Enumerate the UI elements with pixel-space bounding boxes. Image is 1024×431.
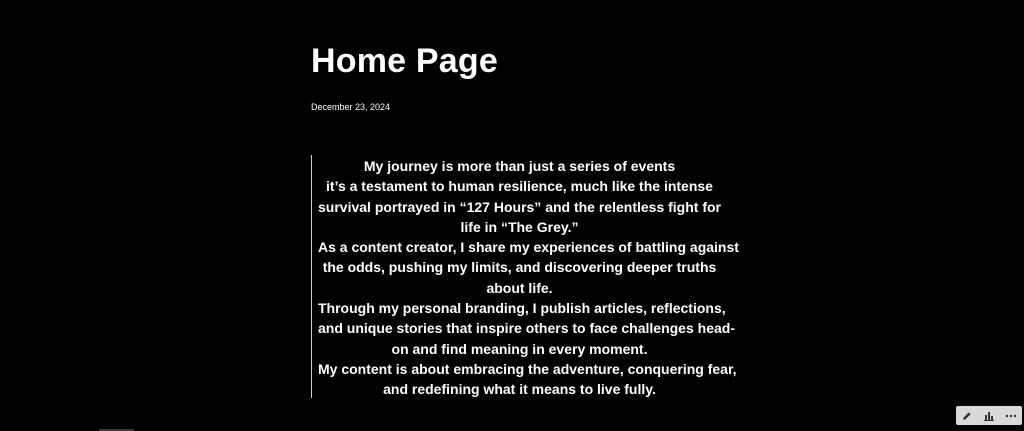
quote-line: survival portrayed in “127 Hours” and the relentless fight for [318, 198, 721, 215]
more-icon[interactable] [1003, 408, 1019, 424]
quote-line: and redefining what it means to live fully. [383, 381, 656, 398]
quote-line: Through my personal branding, I publish articles, reflections, [318, 300, 726, 317]
quote-line: My content is about embracing the adventure, conquering fear, [318, 360, 737, 377]
post-date: December 23, 2024 [311, 102, 391, 112]
page-title: Home Page [311, 42, 498, 80]
admin-toolbar [956, 406, 1022, 425]
quote-line: about life. [486, 279, 553, 296]
quote-line: My journey is more than just a series of events [363, 158, 676, 174]
pencil-icon[interactable] [959, 408, 975, 424]
pull-quote [311, 155, 739, 398]
quote-line: As a content creator, I share my experiences of battling against [318, 239, 739, 256]
quote-line: life in “The Grey.” [460, 218, 579, 235]
quote-line: it’s a testament to human resilience, much like the intense [326, 178, 713, 195]
chart-icon[interactable] [981, 408, 997, 424]
quote-line: on and find meaning in every moment. [391, 340, 648, 357]
quote-line: the odds, pushing my limits, and discovering deeper truths [322, 259, 717, 276]
quote-line: and unique stories that inspire others to face challenges head- [318, 320, 735, 337]
